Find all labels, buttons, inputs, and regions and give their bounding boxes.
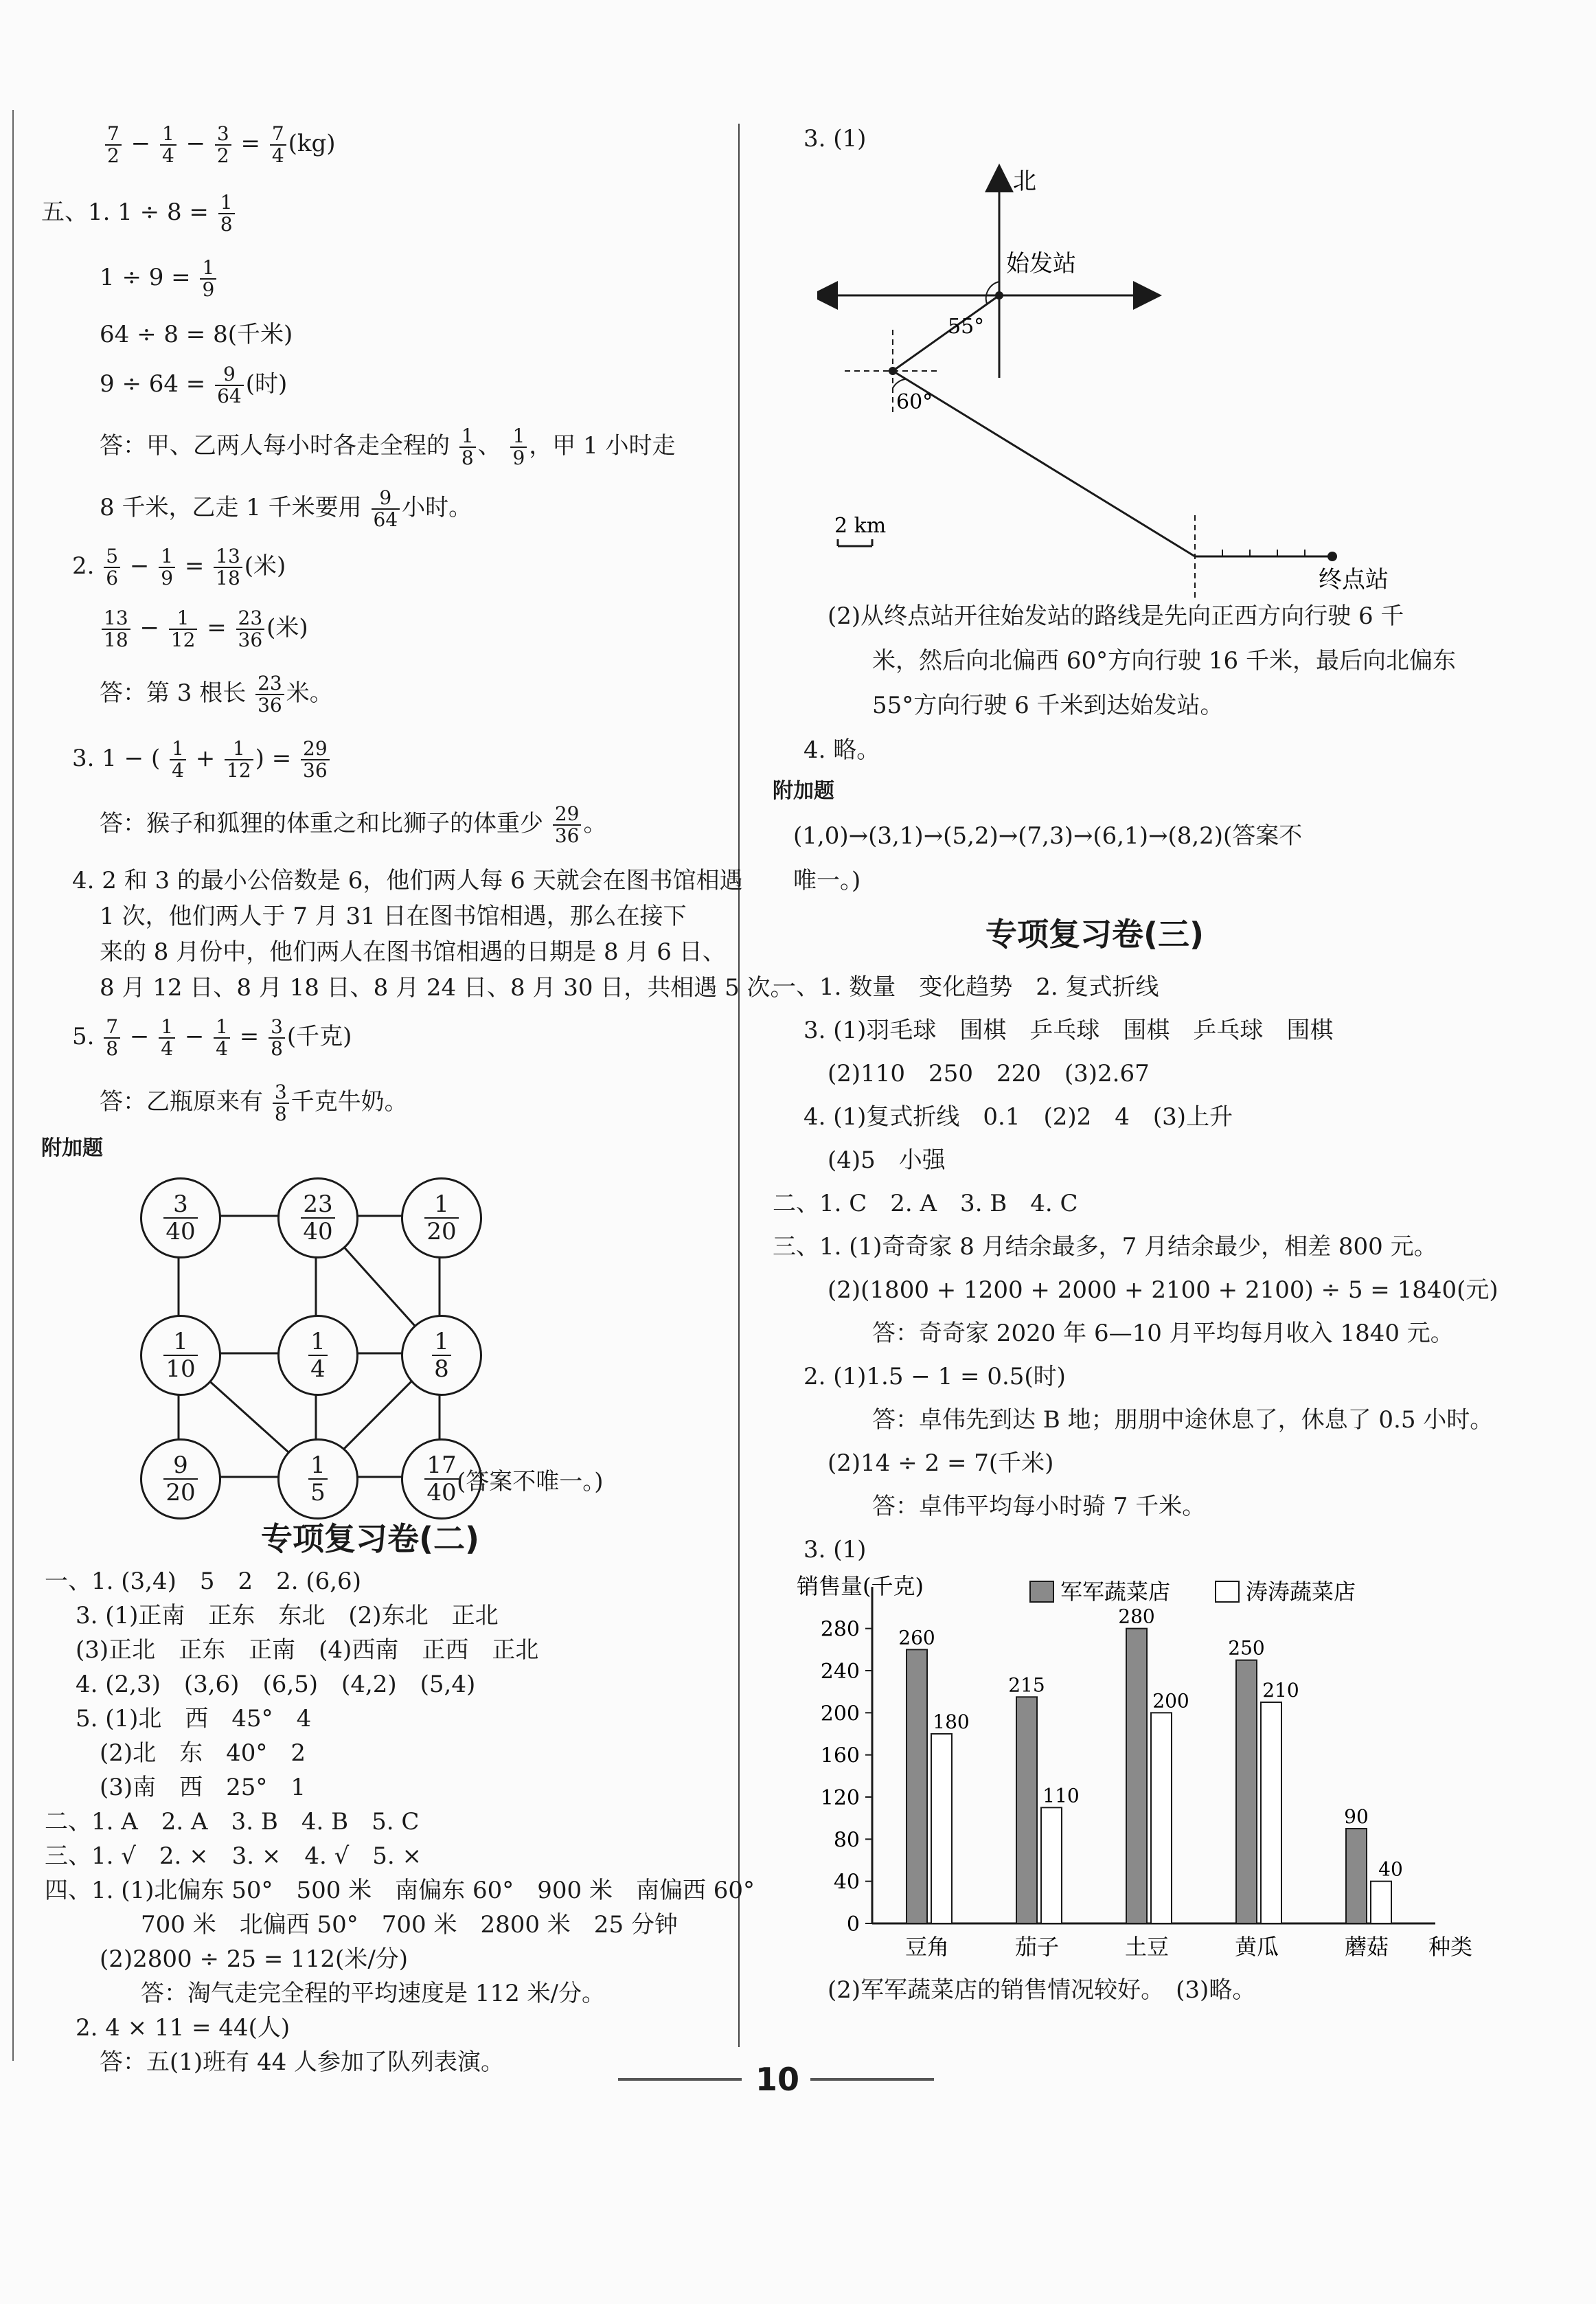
s3-line-5: 二、1. C 2. A 3. B 4. C: [773, 1190, 1078, 1217]
y-tick-label: 160: [820, 1743, 860, 1768]
bar-value-label: 90: [1344, 1805, 1369, 1828]
s2-line-10: 700 米 北偏西 50° 700 米 2800 米 25 分钟: [141, 1911, 678, 1939]
s2-line-1: 3. (1)正南 正东 东北 (2)东北 正北: [76, 1602, 499, 1629]
route-map: [817, 158, 1504, 625]
r-bonus-a: (1,0)→(3,1)→(5,2)→(7,3)→(6,1)→(8,2)(答案不: [793, 822, 1303, 850]
bar-value-label: 210: [1262, 1679, 1299, 1702]
map-end: 终点站: [1319, 566, 1389, 594]
s2-line-3: 4. (2,3) (3,6) (6,5) (4,2) (5,4): [76, 1671, 476, 1698]
s3-line-6: 三、1. (1)奇奇家 8 月结余最多，7 月结余最少，相差 800 元。: [773, 1233, 1437, 1261]
r-bonus-heading: 附加题: [773, 779, 834, 803]
s3-line-13: 3. (1): [803, 1536, 867, 1563]
fraction-circle: [277, 1438, 358, 1520]
section-title-3: 专项复习卷(三): [985, 916, 1205, 953]
fraction-circle: [277, 1177, 358, 1258]
s3-line-1: 3. (1)羽毛球 围棋 乒乓球 围棋 乒乓球 围棋: [803, 1017, 1334, 1044]
x-axis-label: 种类: [1428, 1934, 1473, 1960]
five-1c: 64 ÷ 8 = 8(千米): [100, 321, 293, 348]
fraction-circle: [401, 1315, 482, 1396]
bar: [931, 1734, 952, 1923]
fraction-circle: [140, 1438, 221, 1520]
fraction-circle: [140, 1177, 221, 1258]
s2-line-7: 二、1. A 2. A 3. B 4. B 5. C: [45, 1808, 420, 1836]
x-category-label: 土豆: [1124, 1934, 1170, 1960]
page-ornament-left: [618, 2078, 742, 2081]
s3-line-0: 一、1. 数量 变化趋势 2. 复式折线: [773, 973, 1159, 1001]
q4-line3: 来的 8 月份中，他们两人在图书馆相遇的日期是 8 月 6 日、: [100, 938, 726, 966]
circle-denominator: 8: [434, 1355, 449, 1383]
s3-line-8: 答：奇奇家 2020 年 6—10 月平均每月收入 1840 元。: [872, 1320, 1454, 1347]
legend-swatch: [1030, 1581, 1053, 1602]
q2-eq2: $\frac{13}{18}$ − $\frac{1}{12}$ = $\frac{23}{36}$ (米): [100, 608, 308, 651]
eq-kg: $\frac{7}{2}$ − $\frac{1}{4}$ − $\frac{3}{2}$ = $\frac{7}{4}$ (kg): [103, 124, 336, 166]
r-q3-label: 3. (1): [803, 125, 867, 153]
bar: [1261, 1702, 1281, 1923]
y-axis-label: 销售量(千克): [797, 1573, 924, 1599]
circles-note: (答案不唯一。): [457, 1468, 604, 1495]
y-tick-label: 80: [833, 1828, 860, 1853]
bar: [907, 1649, 927, 1923]
s2-line-4: 5. (1)北 西 45° 4: [76, 1705, 312, 1732]
s3-line-9: 2. (1)1.5 − 1 = 0.5(时): [803, 1363, 1066, 1390]
y-tick-label: 40: [833, 1870, 860, 1895]
bar: [1371, 1882, 1391, 1923]
x-category-label: 茄子: [1014, 1934, 1060, 1960]
circle-numerator: 1: [308, 1452, 328, 1480]
map-angle-60: 60°: [896, 390, 933, 414]
q4-line2: 1 次，他们两人于 7 月 31 日在图书馆相遇，那么在接下: [100, 903, 687, 930]
y-tick-label: 200: [820, 1702, 860, 1726]
bar-value-label: 250: [1228, 1636, 1265, 1660]
s2-line-13: 2. 4 × 11 = 44(人): [76, 2014, 290, 2042]
map-north: 北: [1013, 168, 1036, 195]
legend-swatch: [1216, 1581, 1239, 1602]
legend-label: 涛涛蔬菜店: [1246, 1579, 1356, 1605]
s3-line-7: (2)(1800 + 1200 + 2000 + 2100 + 2100) ÷ 5 = 1840(元): [828, 1276, 1498, 1304]
five-1d: 9 ÷ 64 = $\frac{9}{64}$ (时): [100, 363, 288, 407]
s2-line-0: 一、1. (3,4) 5 2 2. (6,6): [45, 1568, 361, 1595]
circle-denominator: 10: [166, 1355, 196, 1383]
r-q3-2-b: 米，然后向北偏西 60°方向行驶 16 千米，最后向北偏东: [872, 647, 1456, 675]
bar: [1041, 1807, 1062, 1923]
page-ornament-right: [810, 2078, 934, 2081]
bar-value-label: 280: [1118, 1605, 1155, 1628]
r-q4: 4. 略。: [803, 736, 880, 764]
s2-line-2: (3)正北 正东 正南 (4)西南 正西 正北: [76, 1636, 539, 1664]
circle-denominator: 5: [310, 1479, 326, 1506]
y-tick-label: 120: [820, 1786, 860, 1810]
y-tick-label: 280: [820, 1617, 860, 1642]
bar: [1016, 1697, 1037, 1923]
bar: [1236, 1660, 1257, 1923]
r-q3-2-answer: (2)军军蔬菜店的销售情况较好。 (3)略。: [828, 1976, 1256, 2004]
fraction-circle: [277, 1315, 358, 1396]
circle-denominator: 40: [426, 1479, 457, 1506]
fraction-circle: [140, 1315, 221, 1396]
circle-numerator: 9: [163, 1452, 197, 1480]
bar-value-label: 215: [1008, 1673, 1045, 1697]
circle-denominator: 20: [166, 1479, 196, 1506]
s2-line-8: 三、1. √ 2. × 3. × 4. √ 5. ×: [45, 1842, 422, 1870]
q5-eq: 5. $\frac{7}{8}$ − $\frac{1}{4}$ − $\frac{1}{4}$ = $\frac{3}{8}$ (千克): [72, 1015, 352, 1060]
bar: [1151, 1713, 1172, 1923]
circle-numerator: 23: [301, 1191, 334, 1219]
r-bonus-b: 唯一。): [793, 867, 861, 894]
x-category-label: 豆角: [904, 1934, 950, 1960]
r-q3-2-c: 55°方向行驶 6 千米到达始发站。: [872, 692, 1224, 719]
answer-5: 答：乙瓶原来有 $\frac{3}{8}$ 千克牛奶。: [100, 1081, 408, 1125]
s2-line-11: (2)2800 ÷ 25 = 112(米/分): [100, 1945, 409, 1973]
map-scale: 2 km: [834, 514, 887, 538]
circle-denominator: 40: [303, 1218, 333, 1245]
answer-1-line1: 答：甲、乙两人每小时各走全程的 $\frac{1}{8}$ 、 $\frac{1}{9}$ ，甲 1 小时走: [100, 425, 676, 469]
y-tick-label: 0: [846, 1912, 860, 1936]
section-title-2: 专项复习卷(二): [261, 1520, 480, 1557]
s3-line-10: 答：卓伟先到达 B 地；朋朋中途休息了，休息了 0.5 小时。: [872, 1406, 1494, 1434]
map-angle-55: 55°: [948, 315, 985, 339]
circle-numerator: 17: [424, 1452, 458, 1480]
fraction-circle: [401, 1177, 482, 1258]
bar-value-label: 180: [933, 1710, 970, 1733]
circle-numerator: 3: [163, 1191, 197, 1219]
s2-line-6: (3)南 西 25° 1: [100, 1774, 306, 1801]
s3-line-4: (4)5 小强: [828, 1147, 946, 1174]
bonus-heading: 附加题: [41, 1136, 103, 1160]
column-divider: [738, 124, 740, 2047]
s2-line-12: 答：淘气走完全程的平均速度是 112 米/分。: [141, 1980, 605, 2007]
bar-value-label: 110: [1042, 1784, 1080, 1807]
bar-value-label: 40: [1378, 1857, 1403, 1881]
circle-numerator: 1: [432, 1329, 451, 1356]
q2-eq1: 2. $\frac{5}{6}$ − $\frac{1}{9}$ = $\frac{13}{18}$ (米): [72, 545, 286, 589]
bar: [1126, 1629, 1147, 1923]
circle-numerator: 1: [308, 1329, 328, 1356]
circle-denominator: 20: [426, 1218, 457, 1245]
x-category-label: 蘑菇: [1344, 1934, 1389, 1960]
answer-3: 答：猴子和狐狸的体重之和比狮子的体重少 $\frac{29}{36}$ 。: [100, 802, 607, 847]
q4-line1: 4. 2 和 3 的最小公倍数是 6，他们两人每 6 天就会在图书馆相遇: [72, 867, 743, 894]
bar: [1346, 1829, 1367, 1923]
q3-eq: 3. 1 − ( $\frac{1}{4}$ + $\frac{1}{12}$ ) = $\frac{29}{36}$: [72, 738, 332, 781]
answer-1-line2: 8 千米，乙走 1 千米要用 $\frac{9}{64}$ 小时。: [100, 486, 472, 531]
s2-line-9: 四、1. (1)北偏东 50° 500 米 南偏东 60° 900 米 南偏西 60°: [45, 1877, 755, 1904]
s3-line-2: (2)110 250 220 (3)2.67: [828, 1060, 1150, 1087]
map-start: 始发站: [1006, 250, 1076, 278]
bar-value-label: 260: [898, 1626, 935, 1649]
x-category-label: 黄瓜: [1234, 1934, 1279, 1960]
q4-line4: 8 月 12 日、8 月 18 日、8 月 24 日、8 月 30 日，共相遇 5 次。: [100, 974, 794, 1002]
circle-numerator: 1: [424, 1191, 458, 1219]
legend-label: 军军蔬菜店: [1060, 1579, 1171, 1605]
s3-line-12: 答：卓伟平均每小时骑 7 千米。: [872, 1493, 1206, 1520]
answer-2: 答：第 3 根长 $\frac{23}{36}$ 米。: [100, 672, 333, 716]
page-number: 10: [755, 2061, 800, 2098]
left-margin-line: [12, 110, 14, 2061]
circle-denominator: 4: [310, 1355, 326, 1383]
circle-numerator: 1: [163, 1329, 197, 1356]
r-q3-2-a: (2)从终点站开往始发站的路线是先向正西方向行驶 6 千: [828, 602, 1404, 630]
s3-line-3: 4. (1)复式折线 0.1 (2)2 4 (3)上升: [803, 1103, 1233, 1131]
circle-denominator: 40: [166, 1218, 196, 1245]
bar-value-label: 200: [1152, 1689, 1189, 1713]
s2-line-5: (2)北 东 40° 2: [100, 1739, 306, 1767]
s3-line-11: (2)14 ÷ 2 = 7(千米): [828, 1449, 1054, 1477]
s2-line-14: 答：五(1)班有 44 人参加了队列表演。: [100, 2048, 505, 2076]
five-1b: 1 ÷ 9 = $\frac{1}{9}$: [100, 258, 218, 300]
five-1a: 五、1. 1 ÷ 8 = $\frac{1}{8}$: [41, 192, 237, 235]
y-tick-label: 240: [820, 1660, 860, 1684]
sales-bar-chart: [797, 1573, 1483, 1972]
